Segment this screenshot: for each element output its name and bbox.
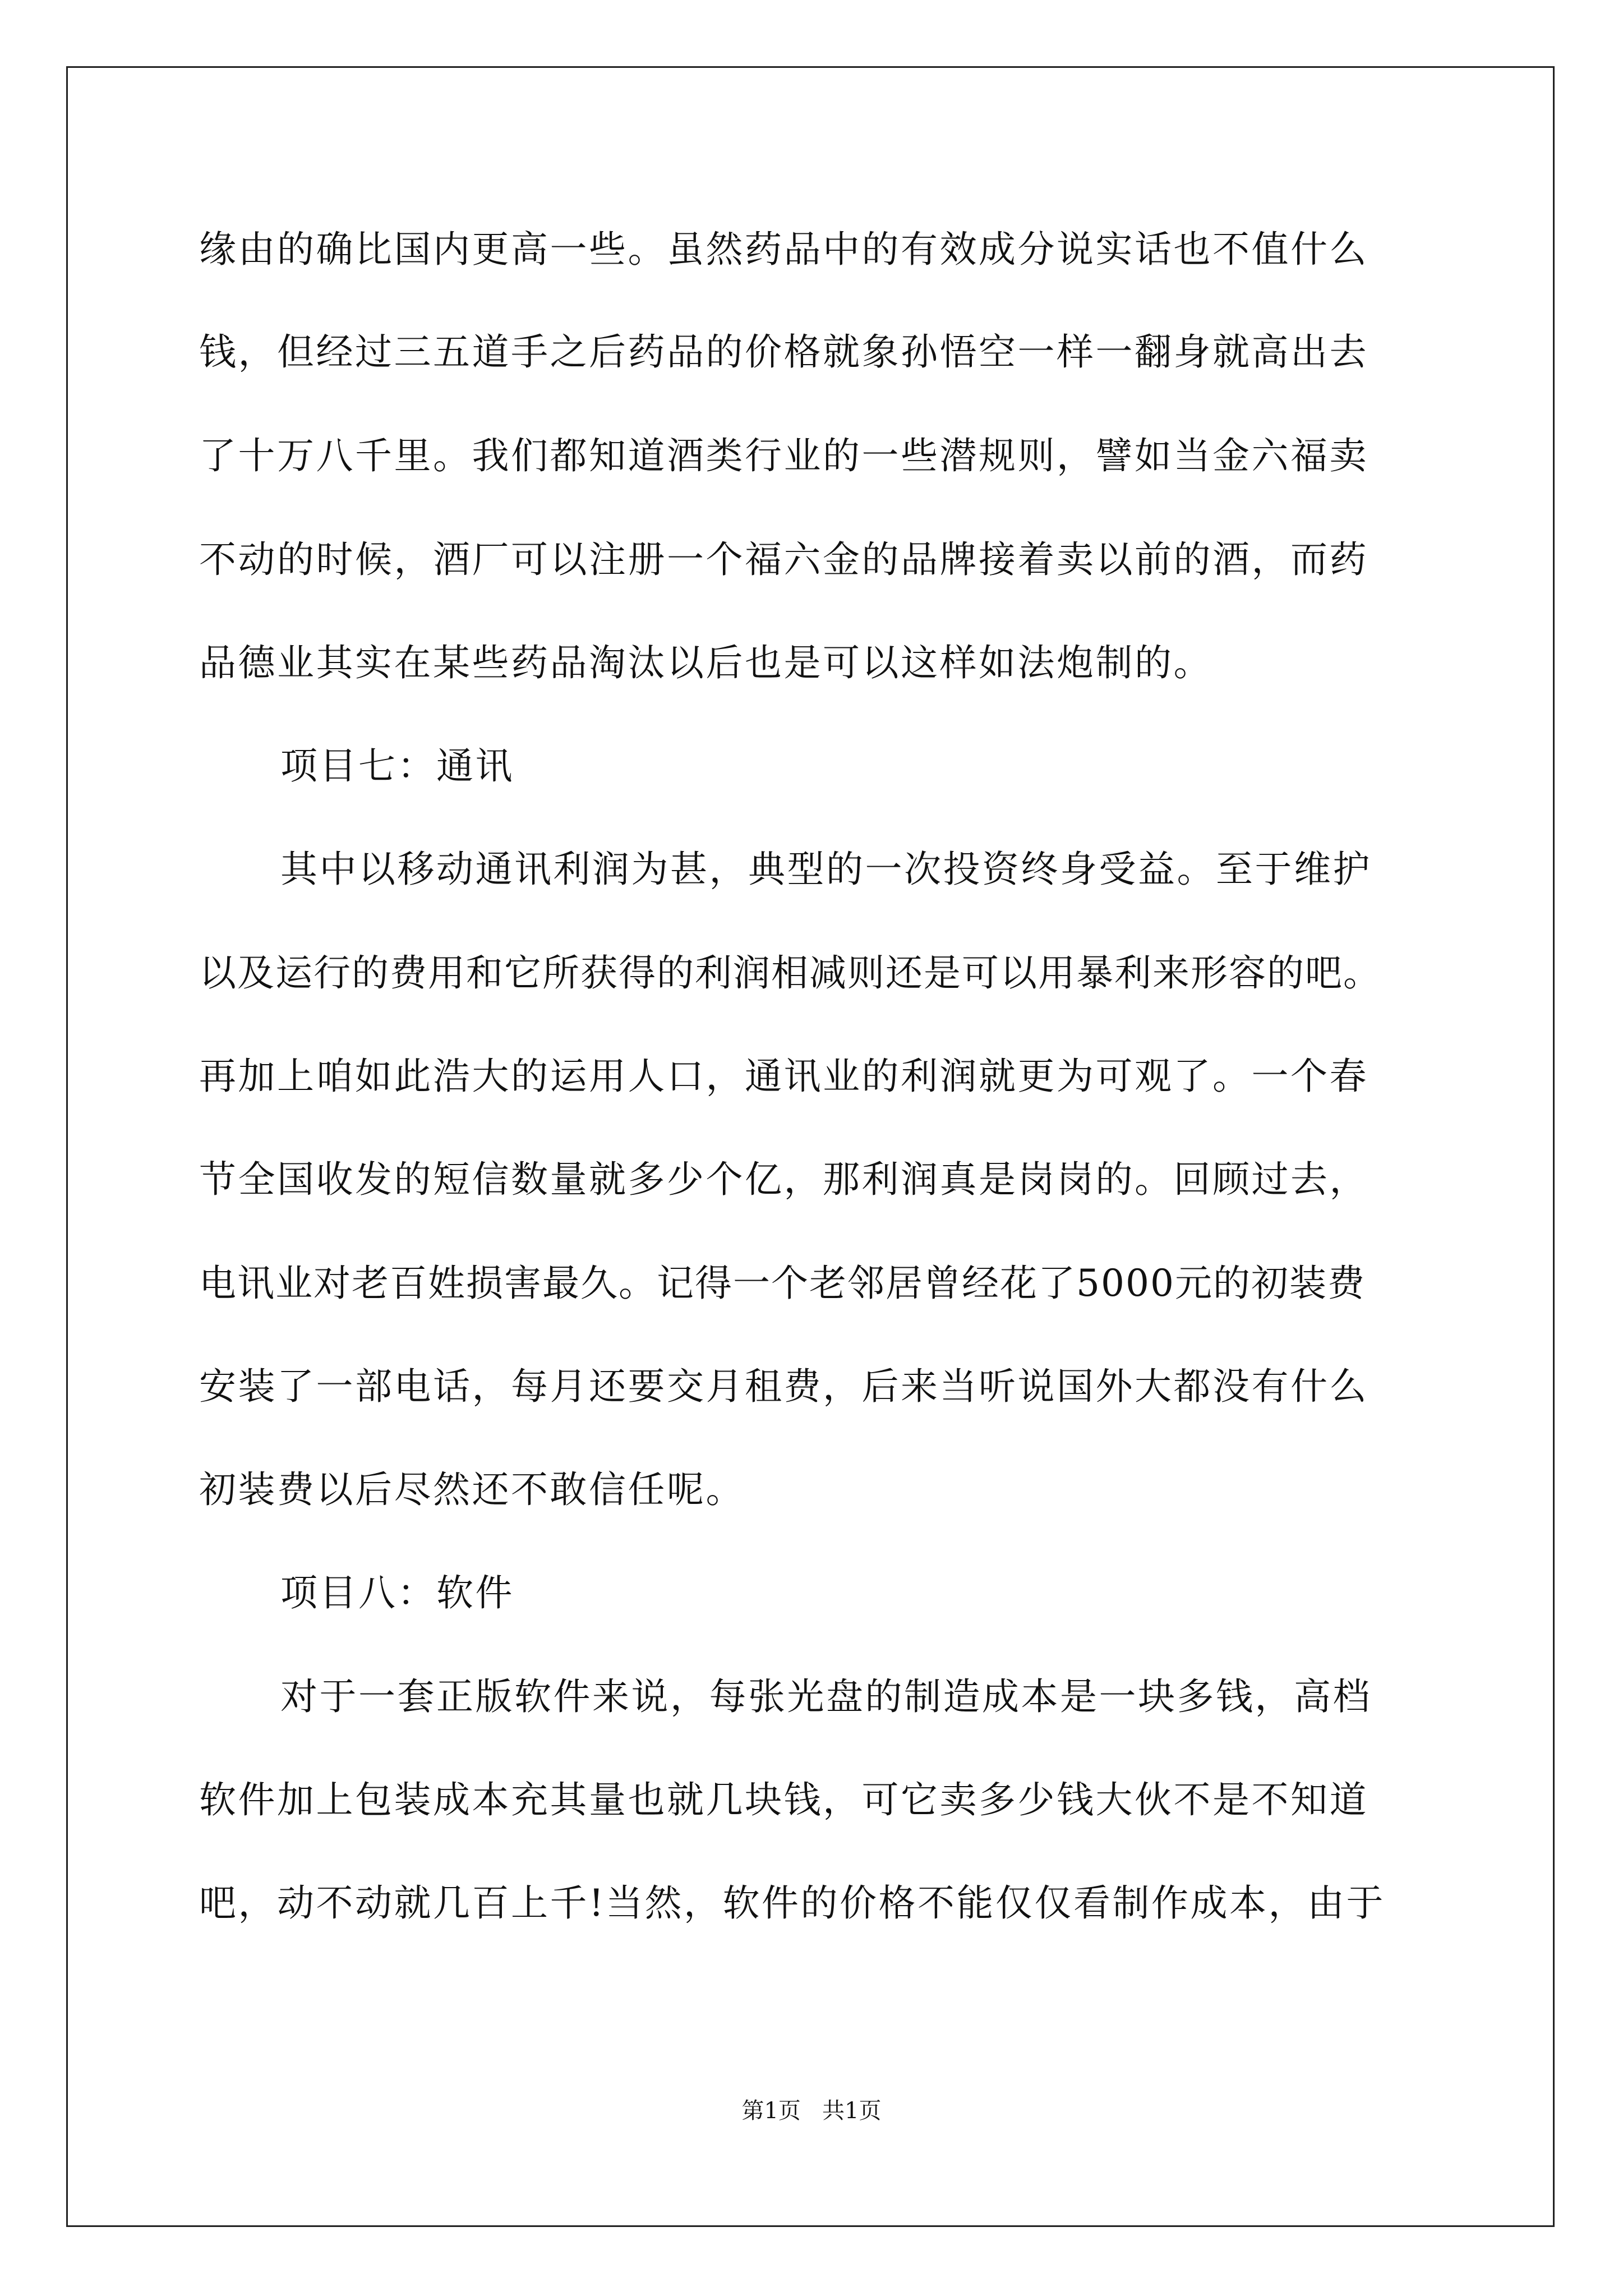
text-line: 电讯业对老百姓损害最久。记得一个老邻居曾经花了5000元的初装费 [199, 1262, 1366, 1305]
text-line: 节全国收发的短信数量就多少个亿，那利润真是岗岗的。回顾过去， [199, 1158, 1368, 1201]
text-line: 不动的时候，酒厂可以注册一个福六金的品牌接着卖以前的酒，而药 [199, 538, 1368, 581]
page-footer: 第1页 共1页 [741, 2098, 882, 2124]
text-line: 初装费以后尽然还不敢信任呢。 [199, 1468, 745, 1511]
text-line: 吧，动不动就几百上千!当然，软件的价格不能仅仅看制作成本，由于 [199, 1881, 1386, 1925]
text-line: 钱，但经过三五道手之后药品的价格就象孙悟空一样一翻身就高出去 [199, 330, 1368, 374]
text-line: 品德业其实在某些药品淘汰以后也是可以这样如法炮制的。 [199, 641, 1212, 684]
text-line: 缘由的确比国内更高一些。虽然药品中的有效成分说实话也不值什么 [199, 228, 1368, 271]
text-line: 安装了一部电话，每月还要交月租费，后来当听说国外大都没有什么 [199, 1365, 1368, 1408]
text-line: 以及运行的费用和它所获得的利润相减则还是可以用暴利来形容的吧。 [199, 951, 1381, 995]
section-heading: 项目八：软件 [280, 1571, 514, 1614]
text-line: 对于一套正版软件来说，每张光盘的制造成本是一块多钱，高档 [280, 1675, 1372, 1718]
text-line: 再加上咱如此浩大的运用人口，通讯业的利润就更为可观了。一个春 [199, 1055, 1368, 1098]
text-line: 软件加上包装成本充其量也就几块钱，可它卖多少钱大伙不是不知道 [199, 1778, 1368, 1821]
text-line: 其中以移动通讯利润为甚，典型的一次投资终身受益。至于维护 [280, 848, 1372, 891]
section-heading: 项目七：通讯 [280, 744, 514, 788]
text-line: 了十万八千里。我们都知道酒类行业的一些潜规则，譬如当金六福卖 [199, 434, 1368, 477]
